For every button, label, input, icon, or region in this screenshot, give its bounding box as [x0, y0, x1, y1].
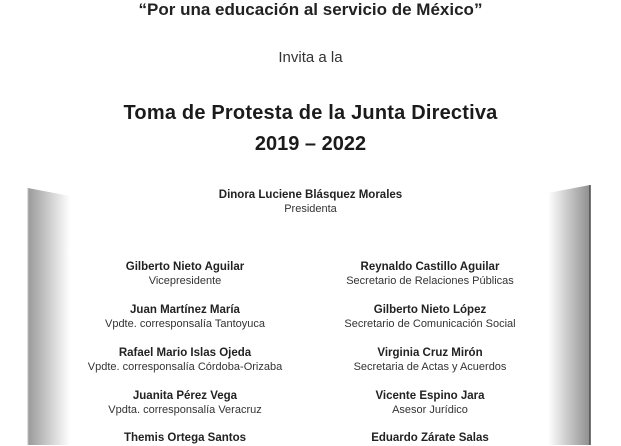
member-left-3: [60, 347, 310, 373]
president-role: Presidenta: [284, 203, 337, 215]
member-role: Secretario de Comunicación Social: [344, 318, 516, 330]
member-left-2: [60, 304, 310, 330]
member-right-2: [305, 304, 555, 330]
member-left-1: [60, 261, 310, 287]
member-name: Juanita Pérez Vega: [132, 390, 238, 402]
member-role: Asesor Jurídico: [392, 404, 468, 416]
member-right-5: [305, 432, 555, 446]
member-name: Vicente Espino Jara: [375, 390, 485, 402]
member-role: Secretario de Relaciones Públicas: [346, 275, 514, 287]
member-name: Juan Martínez María: [130, 304, 240, 316]
member-name: Rafael Mario Islas Ojeda: [118, 347, 252, 359]
member-role: Vicepresidente: [148, 275, 222, 287]
invite-text: Invita a la: [278, 49, 343, 66]
member-name: Gilberto Nieto López: [373, 304, 487, 316]
member-left-4: [60, 390, 310, 416]
event-title: Toma de Protesta de la Junta Directiva: [123, 102, 498, 124]
member-right-4: [305, 390, 555, 416]
member-left-5: [60, 432, 310, 446]
member-name: Eduardo Zárate Salas: [371, 432, 489, 444]
president-name: Dinora Luciene Blásquez Morales: [218, 189, 403, 201]
member-name: Reynaldo Castillo Aguilar: [360, 261, 500, 273]
member-name: Themis Ortega Santos: [123, 432, 247, 444]
member-role: Vpdte. corresponsalía Tantoyuca: [104, 318, 265, 330]
member-role: Vpdta. corresponsalía Veracruz: [108, 404, 262, 416]
slogan: “Por una educación al servicio de México”: [138, 0, 483, 19]
event-period: 2019 – 2022: [254, 133, 367, 155]
member-name: Gilberto Nieto Aguilar: [125, 261, 245, 273]
member-name: Virginia Cruz Mirón: [377, 347, 483, 359]
member-right-3: [305, 347, 555, 373]
member-role: Vpdte. corresponsalía Córdoba-Orizaba: [87, 361, 283, 373]
member-role: Secretaria de Actas y Acuerdos: [353, 361, 507, 373]
member-right-1: [305, 261, 555, 287]
president-block: [0, 189, 621, 215]
